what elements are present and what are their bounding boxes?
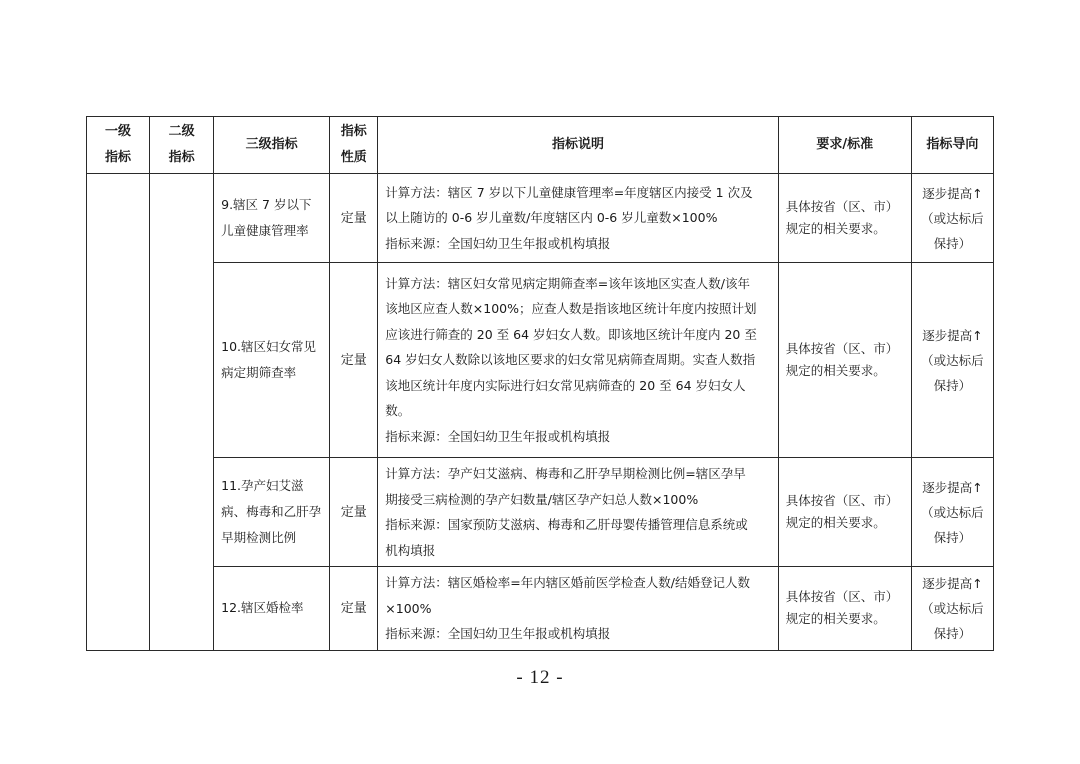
indicator-description (378, 263, 778, 458)
indicator-description (378, 174, 778, 263)
description-line: ×100% (385, 600, 432, 616)
header-level1-line2: 指标 (105, 150, 132, 165)
header-level2-line2: 指标 (168, 150, 195, 165)
direction-line: 保持） (933, 377, 972, 393)
indicator-requirement: 具体按省（区、市）规定的相关要求。 (778, 567, 911, 651)
header-level3: 三级指标 (214, 117, 330, 174)
description-line: 计算方法：孕产妇艾滋病、梅毒和乙肝孕早期检测比例=辖区孕早 (385, 466, 746, 481)
description-line: 计算方法：辖区妇女常见病定期筛查率=该年该地区实查人数/该年 (385, 275, 750, 291)
description-line: 64 岁妇女人数除以该地区要求的妇女常见病筛查周期。实查人数指 (385, 352, 756, 368)
indicator-name: 12.辖区婚检率 (214, 567, 330, 651)
direction-line: 保持） (933, 235, 972, 251)
direction-line: 逐步提高↑ (922, 575, 983, 591)
indicator-direction (911, 458, 993, 567)
level1-cell (87, 174, 150, 651)
header-direction: 指标导向 (911, 117, 993, 174)
header-level2-line1: 二级 (168, 124, 195, 139)
description-line: 该地区统计年度内实际进行妇女常见病筛查的 20 至 64 岁妇女人 (385, 377, 746, 393)
indicator-direction (911, 263, 993, 458)
indicator-nature: 定量 (330, 458, 378, 567)
direction-line: （或达标后 (921, 210, 984, 226)
direction-line: 保持） (933, 529, 972, 545)
description-line: 指标来源：全国妇幼卫生年报或机构填报 (385, 428, 611, 444)
description-line: 以上随访的 0-6 岁儿童数/年度辖区内 0-6 岁儿童数×100% (385, 210, 718, 226)
description-line: 指标来源：国家预防艾滋病、梅毒和乙肝母婴传播管理信息系统或 (385, 517, 748, 532)
indicator-name: 9.辖区 7 岁以下儿童健康管理率 (214, 174, 330, 263)
indicator-requirement: 具体按省（区、市）规定的相关要求。 (778, 458, 911, 567)
direction-line: 逐步提高↑ (922, 479, 983, 495)
indicator-requirement: 具体按省（区、市）规定的相关要求。 (778, 263, 911, 458)
table-row (87, 458, 994, 567)
direction-line: 保持） (933, 625, 972, 641)
header-nature-line2: 性质 (340, 150, 367, 165)
indicator-direction (911, 567, 993, 651)
indicator-table (86, 116, 994, 651)
header-nature (330, 117, 378, 174)
header-level1-line1: 一级 (105, 124, 132, 139)
direction-line: 逐步提高↑ (922, 327, 983, 343)
table-header-row (87, 117, 994, 174)
indicator-requirement: 具体按省（区、市）规定的相关要求。 (778, 174, 911, 263)
indicator-direction (911, 174, 993, 263)
header-requirement: 要求/标准 (778, 117, 911, 174)
indicator-description (378, 458, 778, 567)
indicator-nature: 定量 (330, 174, 378, 263)
header-nature-line1: 指标 (340, 124, 367, 139)
description-line: 计算方法：辖区婚检率=年内辖区婚前医学检查人数/结婚登记人数 (385, 575, 750, 590)
header-level1 (87, 117, 150, 174)
table-row (87, 263, 994, 458)
indicator-description (378, 567, 778, 651)
table-row (87, 567, 994, 651)
description-line: 计算方法：辖区 7 岁以下儿童健康管理率=年度辖区内接受 1 次及 (385, 184, 753, 200)
table-row (87, 174, 994, 263)
description-line: 指标来源：全国妇幼卫生年报或机构填报 (385, 235, 611, 251)
indicator-name: 10.辖区妇女常见病定期筛查率 (214, 263, 330, 458)
header-description: 指标说明 (378, 117, 778, 174)
direction-line: 逐步提高↑ (922, 185, 983, 201)
indicator-nature: 定量 (330, 567, 378, 651)
description-line: 期接受三病检测的孕产妇数量/辖区孕产妇总人数×100% (385, 491, 699, 507)
direction-line: （或达标后 (921, 504, 984, 520)
description-line: 该地区应查人数×100%；应查人数是指该地区统计年度内按照计划 (385, 301, 757, 317)
indicator-nature: 定量 (330, 263, 378, 458)
description-line: 机构填报 (385, 542, 436, 558)
level2-cell (150, 174, 214, 651)
description-line: 指标来源：全国妇幼卫生年报或机构填报 (385, 626, 611, 641)
indicator-name: 11.孕产妇艾滋病、梅毒和乙肝孕早期检测比例 (214, 458, 330, 567)
direction-line: （或达标后 (921, 352, 984, 368)
header-level2 (150, 117, 214, 174)
direction-line: （或达标后 (921, 600, 984, 616)
description-line: 数。 (385, 403, 411, 419)
description-line: 应该进行筛查的 20 至 64 岁妇女人数。即该地区统计年度内 20 至 (385, 326, 757, 342)
page-number: - 12 - (516, 667, 564, 688)
